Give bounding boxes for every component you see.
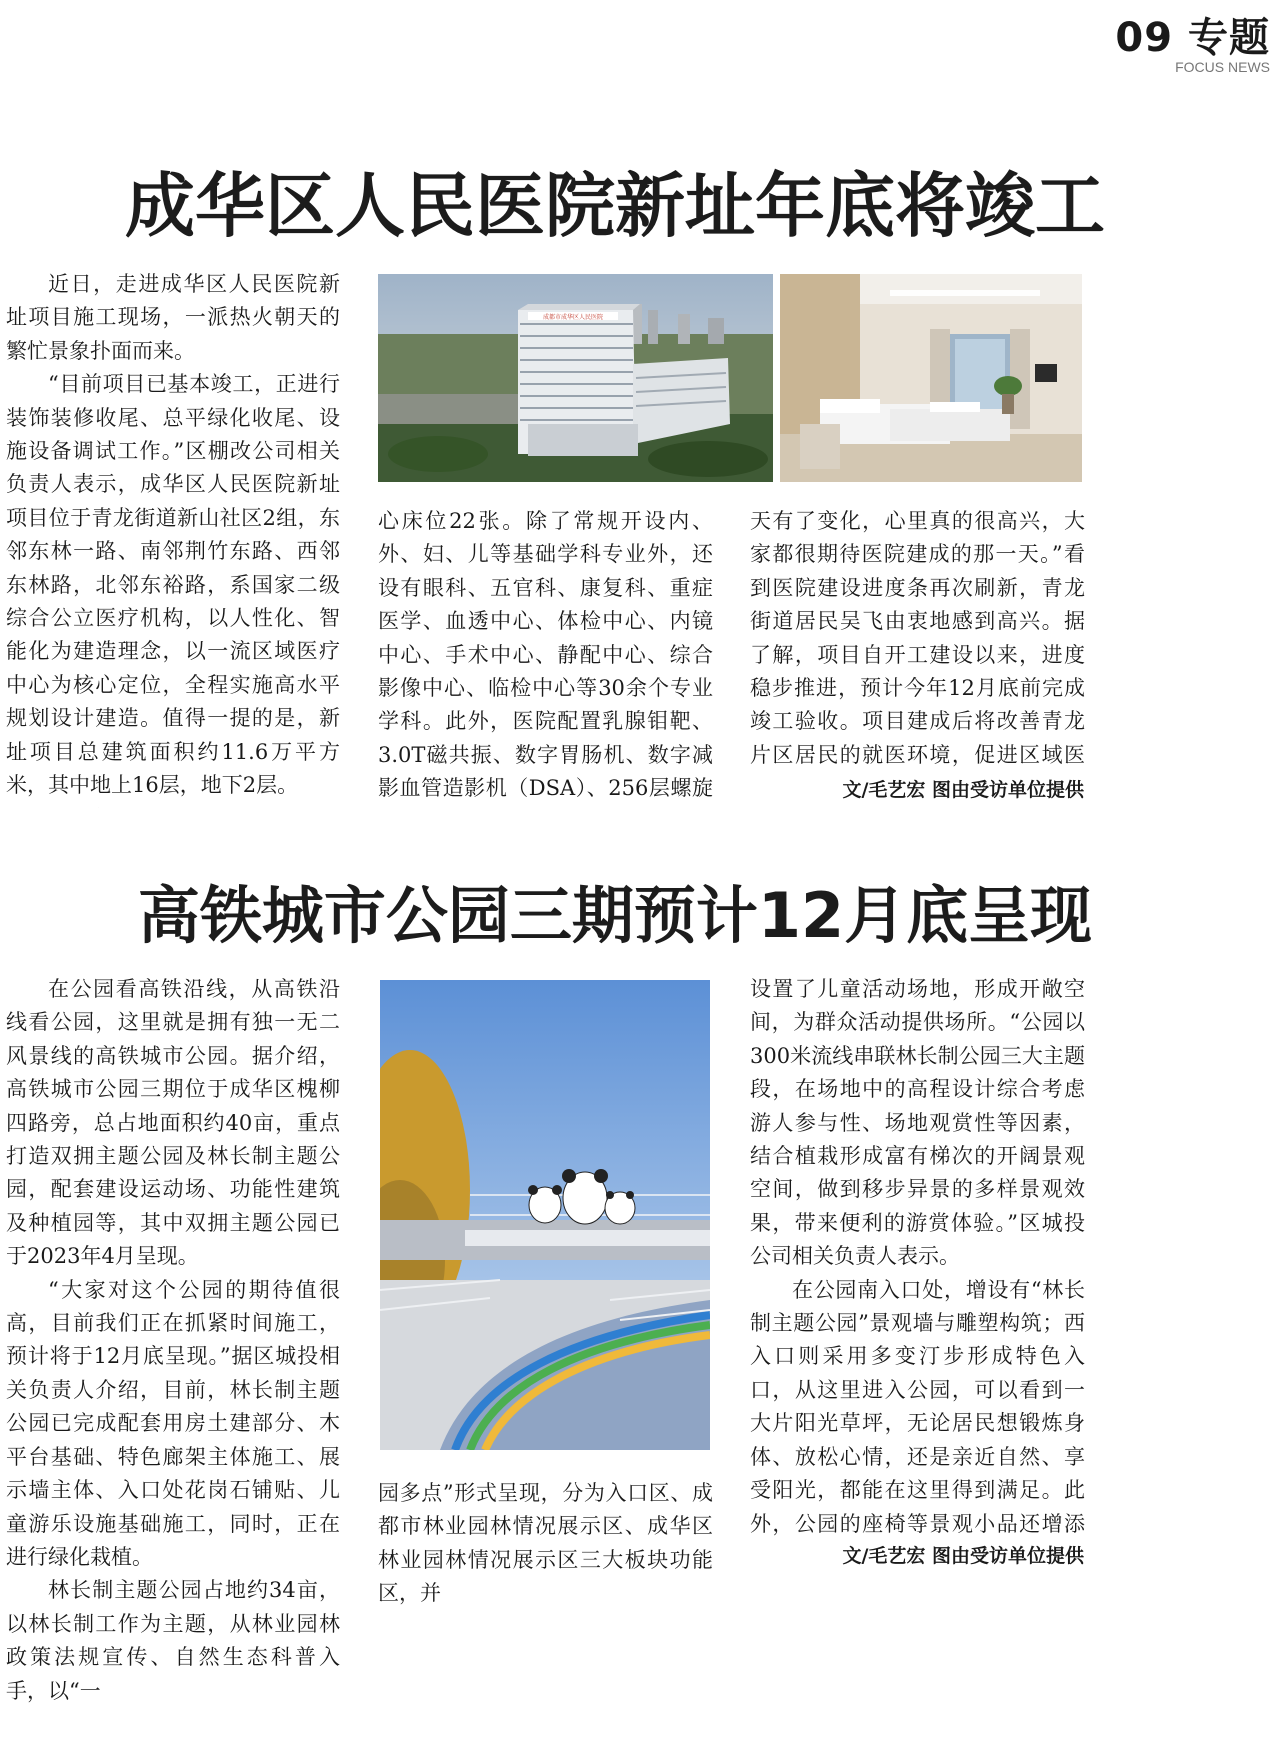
paragraph: 林长制主题公园占地约34亩，以林长制工作为主题，从林业园林政策法规宣传、自然生态科普入手，以“一: [6, 1578, 340, 1703]
paragraph: 设置了儿童活动场地，形成开敞空间，为群众活动提供场所。“公园以300米流线串联林长制公园三大主题段，在场地中的高程设计综合考虑游人参与性、场地观赏性等因素，结合植栽形成富有梯次的开阔景观空间，做到移步异景的多样景观效果，带来便利的游赏体验。”区城投公司相关负责人表示。: [750, 977, 1085, 1269]
article1-title: 成华区人民医院新址年底将竣工: [125, 165, 1105, 247]
article2-column-2: [378, 1477, 713, 1747]
article2-byline: 文/毛艺宏 图由受访单位提供: [842, 1545, 1084, 1567]
paragraph: “大家对这个公园的期待值很高，目前我们正在抓紧时间施工，预计将于12月底呈现。”据区城投相关负责人介绍，目前，林长制主题公园已完成配套用房土建部分、木平台基础、特色廊架主体施工、展示墙主体、入口处花岗石铺贴、儿童游乐设施基础施工，同时，正在进行绿化栽植。: [6, 1277, 340, 1569]
page-header: [1115, 6, 1270, 75]
article1-column-3: [750, 505, 1085, 775]
paragraph: 天有了变化，心里真的很高兴，大家都很期待医院建成的那一天。”看到医院建设进度条再次刷新，青龙街道居民吴飞由衷地感到高兴。据了解，项目自开工建设以来，进度稳步推进，预计今年12月底前完成竣工验收。项目建成后将改善青龙片区居民的就医环境，促进区域医: [750, 509, 1085, 767]
hospital-sign-text: 成都市成华区人民医院: [542, 314, 604, 321]
park-walkway-photo: [380, 980, 710, 1450]
article1-column-2: [378, 505, 713, 808]
paragraph: 心床位22张。除了常规开设内、外、妇、儿等基础学科专业外，还设有眼科、五官科、康复科、重症医学、血透中心、体检中心、内镜中心、手术中心、静配中心、综合影像中心、临检中心等30余个专业学科。此外，医院配置乳腺钼靶、3.0T磁共振、数字胃肠机、数字减影血管造影机（DSA）、256层螺旋: [378, 509, 713, 801]
section-subtitle: FOCUS NEWS: [1175, 59, 1270, 75]
article1-column-1: [6, 268, 340, 808]
paragraph: [6, 803, 340, 809]
article2-column-1: [6, 973, 340, 1753]
paragraph: “目前项目已基本竣工，正进行装饰装修收尾、总平绿化收尾、设施设备调试工作。”区棚改公司相关负责人表示，成华区人民医院新址项目位于青龙街道新山社区2组，东邻东林一路、南邻荆竹东路、西邻东林路，北邻东裕路，系国家二级综合公立医疗机构，以人性化、智能化为建造理念，以一流区域医疗中心为核心定位，全程实施高水平规划设计建造。值得一提的是，新址项目总建筑面积约11.6万平方米，其中地上16层，地下2层。: [6, 372, 340, 798]
article2-column-3: [750, 973, 1085, 1543]
article2-title: 高铁城市公园三期预计12月底呈现: [137, 879, 1093, 952]
paragraph: 在公园看高铁沿线，从高铁沿线看公园，这里就是拥有独一无二风景线的高铁城市公园。据介绍，高铁城市公园三期位于成华区槐柳四路旁，总占地面积约40亩，重点打造双拥主题公园及林长制主题公园，配套建设运动场、功能性建筑及种植园等，其中双拥主题公园已于2023年4月呈现。: [6, 977, 340, 1269]
hospital-building-photo: [378, 274, 773, 482]
paragraph: 在公园南入口处，增设有“林长制主题公园”景观墙与雕塑构筑；西入口则采用多变汀步形成特色入口，从这里进入公园，可以看到一大片阳光草坪，无论居民想锻炼身体、放松心情，还是亲近自然、享受阳光，都能在这里得到满足。此外，公园的座椅等景观小品还增添: [750, 1277, 1085, 1536]
page-number: 09 专题: [1115, 15, 1270, 61]
hospital-ward-photo: [780, 274, 1082, 482]
paragraph: 近日，走进成华区人民医院新址项目施工现场，一派热火朝天的繁忙景象扑面而来。: [6, 272, 340, 363]
article1-byline: 文/毛艺宏 图由受访单位提供: [842, 779, 1084, 801]
paragraph: 园多点”形式呈现，分为入口区、成都市林业园林情况展示区、成华区林业园林情况展示区三大板块功能区，并: [378, 1481, 713, 1606]
